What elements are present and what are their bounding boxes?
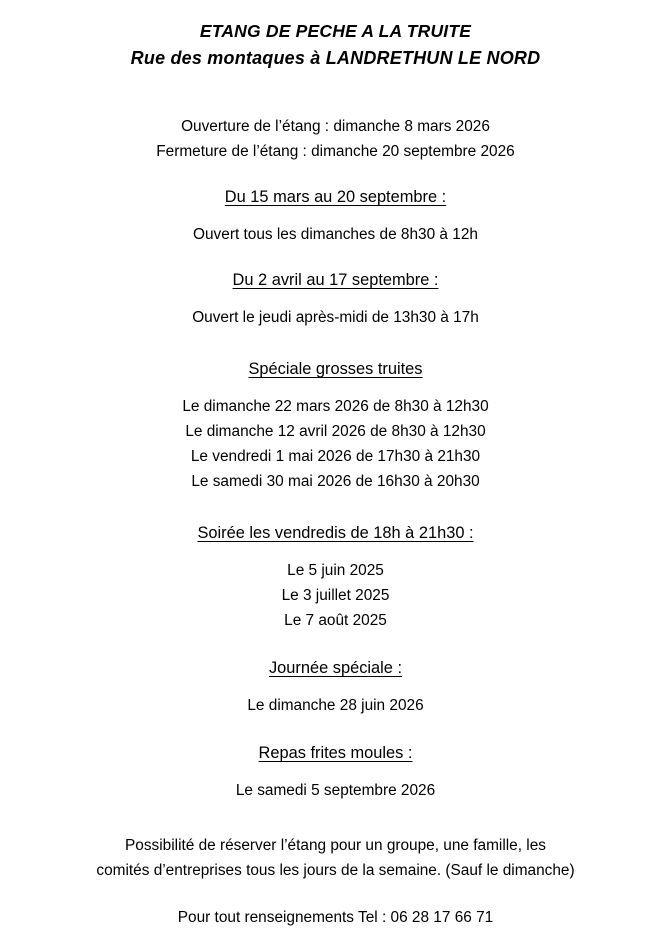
section-line: Le dimanche 28 juin 2026	[247, 697, 424, 714]
section-heading: Journée spéciale :	[268, 659, 403, 677]
section-du-2-avril-au-17-septembre	[38, 267, 633, 330]
section-line: Le 7 août 2025	[284, 612, 387, 629]
section-repas-frites-moules	[38, 740, 633, 803]
season-closing-line: Fermeture de l’étang : dimanche 20 septembre 2026	[156, 143, 515, 160]
reservation-note-line: Possibilité de réserver l’étang pour un groupe, une famille, les	[125, 837, 546, 854]
page-title-line-2: Rue des montaques à LANDRETHUN LE NORD	[130, 48, 541, 68]
section-line: Le samedi 30 mai 2026 de 16h30 à 20h30	[191, 473, 480, 490]
section-heading: Du 2 avril au 17 septembre :	[232, 271, 439, 289]
section-speciale-grosses-truites	[38, 356, 633, 494]
section-line: Le 5 juin 2025	[287, 562, 384, 579]
section-line: Le vendredi 1 mai 2026 de 17h30 à 21h30	[190, 448, 481, 465]
section-heading: Soirée les vendredis de 18h à 21h30 :	[197, 524, 474, 542]
section-du-15-mars-au-20-septembre	[38, 184, 633, 247]
season-opening-line: Ouverture de l’étang : dimanche 8 mars 2026	[181, 118, 490, 135]
section-journee-speciale	[38, 655, 633, 718]
section-soiree-vendredis	[38, 520, 633, 633]
section-heading: Repas frites moules :	[258, 744, 413, 762]
reservation-note	[38, 833, 633, 883]
contact-phone-line: Pour tout renseignements Tel : 06 28 17 66 71	[177, 909, 494, 926]
title-block	[38, 18, 633, 72]
season-block	[38, 114, 633, 164]
reservation-note-line: comités d’entreprises tous les jours de la semaine. (Sauf le dimanche)	[96, 862, 575, 879]
section-line: Le dimanche 22 mars 2026 de 8h30 à 12h30	[182, 398, 489, 415]
section-line: Le dimanche 12 avril 2026 de 8h30 à 12h30	[185, 423, 486, 440]
section-heading: Du 15 mars au 20 septembre :	[224, 188, 447, 206]
section-line: Ouvert tous les dimanches de 8h30 à 12h	[193, 226, 478, 243]
section-line: Le samedi 5 septembre 2026	[235, 782, 436, 799]
section-heading: Spéciale grosses truites	[248, 360, 423, 378]
section-line: Le 3 juillet 2025	[281, 587, 390, 604]
page-title-line-1: ETANG DE PECHE A LA TRUITE	[199, 21, 472, 41]
section-line: Ouvert le jeudi après-midi de 13h30 à 17h	[192, 309, 479, 326]
